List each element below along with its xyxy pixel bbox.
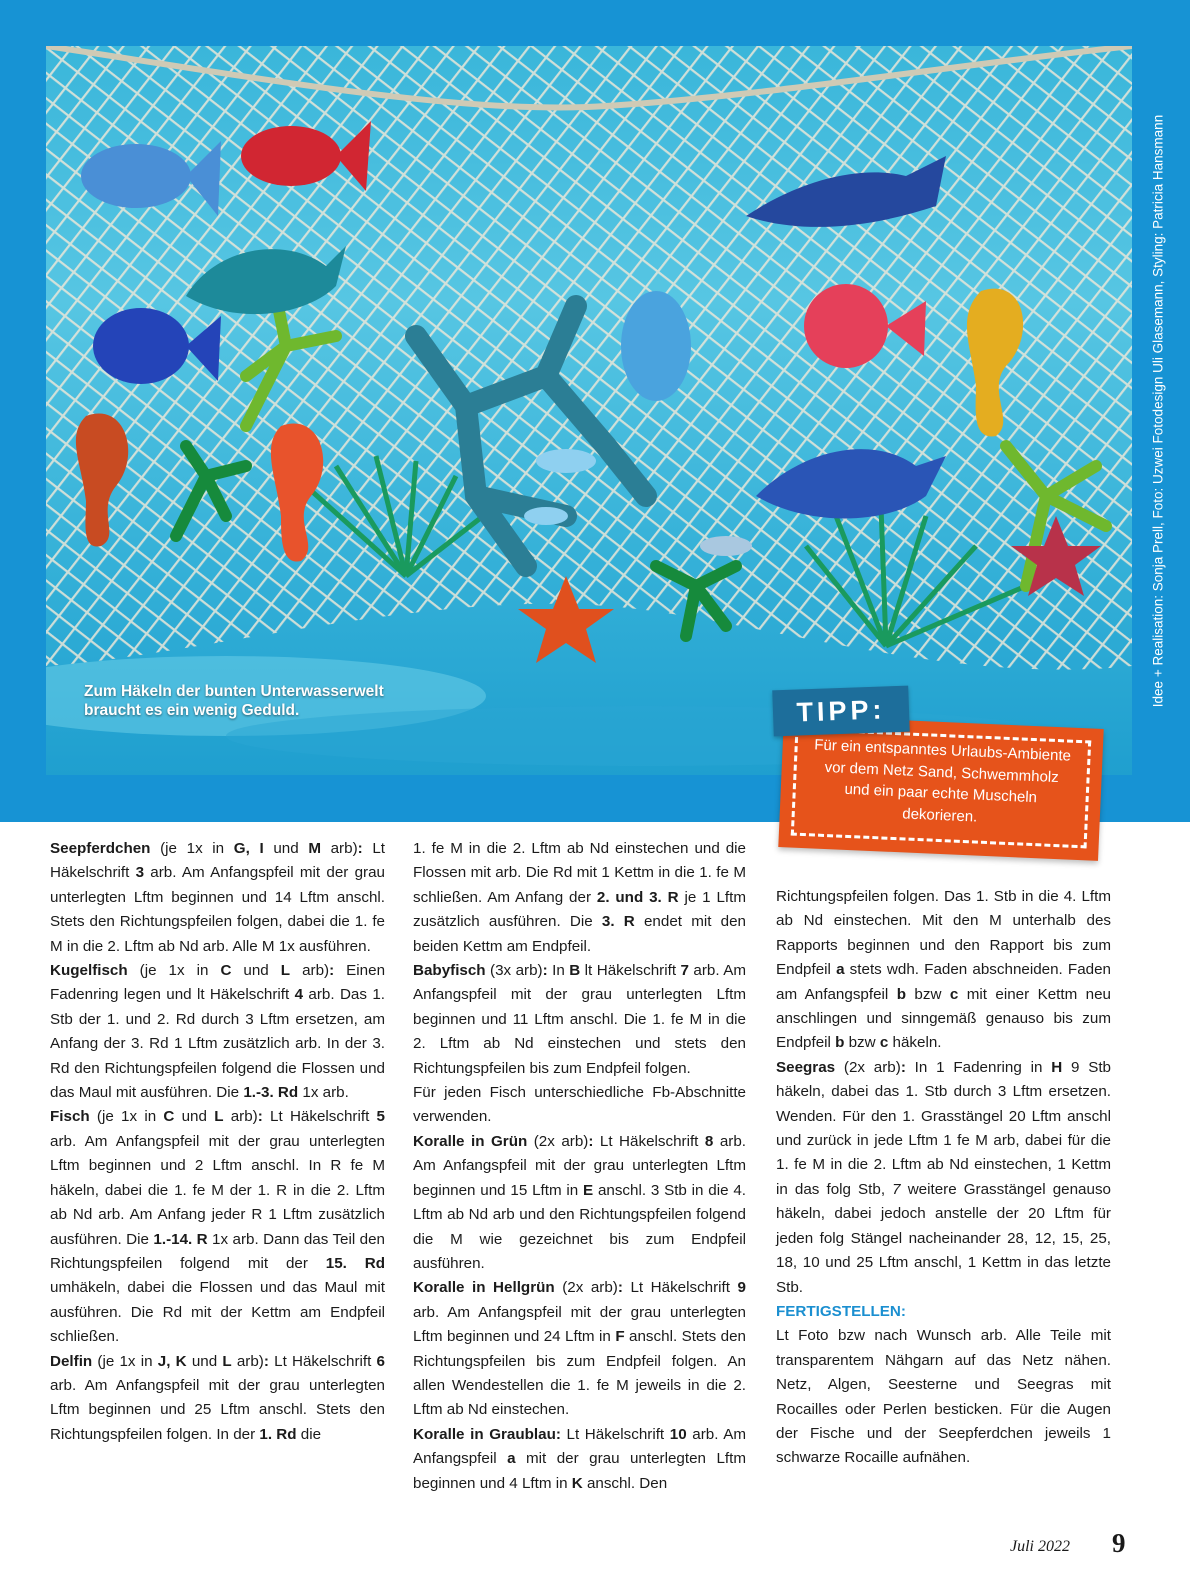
- col2-paragraph: [413, 1081, 746, 1130]
- caption-line-2: braucht es ein wenig Geduld.: [84, 702, 300, 719]
- tipp-text: Für ein entspanntes Urlaubs-Ambiente vor dem Netz Sand, Schwemmholz und ein paar echte Muscheln dekorieren.: [813, 736, 1072, 826]
- col1-paragraph: [50, 837, 385, 959]
- col3-paragraph: [776, 885, 1111, 1056]
- col2-paragraph: [413, 1423, 746, 1496]
- finish-text: Lt Foto bzw nach Wunsch arb. Alle Teile mit transparentem Nähgarn auf das Netz nähen. Netz, Algen, Seesterne und Seegras mit Rocailles oder Perlen besticken. Für die Augen der Fische und der Seepferdchen jeweils 1 schwarze Rocaille aufnähen.: [776, 1327, 1111, 1467]
- instruction-body: (je 1x in G, I und M arb): Lt Häkelschrift 3 arb. Am Anfangspfeil mit der grau unterlegten Lftm beginnen und 14 Lftm anschl. Stets den Richtungspfeilen folgen, dabei die 1. fe M in die 2. Lftm ab Nd arb. Alle M 1x ausführen.: [50, 840, 385, 955]
- text-column-3: [776, 885, 1111, 1471]
- instruction-title: Delfin: [50, 1352, 93, 1370]
- instruction-body: (2x arb): In 1 Fadenring in H 9 Stb häkeln, dabei das 1. Stb durch 3 Lftm ersetzen. Wenden. Für den 1. Grasstängel 20 Lftm anschl und zurück in jede Lftm 1 fe M arb, dabei für die 1. fe M in die 2. Lftm ab Nd einstechen, 1 Kettm in das folg Stb, 7 weitere Grasstängel genauso häkeln, dabei jedoch anstelle der 20 Lftm für jeden folg Stängel nacheinander 28, 12, 15, 25, 18, 10 und 25 Lftm anschl, 1 Kettm in das letzte Stb.: [776, 1058, 1111, 1296]
- instruction-body: (je 1x in C und L arb): Lt Häkelschrift 5 arb. Am Anfangspfeil mit der grau unterlegten Lftm beginnen und 2 Lftm anschl. In R fe M häkeln, dabei die 1. fe M der 1. R in die 2. Lftm ab Nd arb. Am Anfang jeder R 1 Lftm zusätzlich ausführen. Die 1.-14. R 1x arb. Dann das Teil den Richtungspfeilen folgend mit der 15. Rd umhäkeln, dabei die Flossen und das Maul mit ausführen. Die Rd mit der Kettm am Endpfeil schließen.: [50, 1108, 386, 1346]
- instruction-body: (2x arb): Lt Häkelschrift 8 arb. Am Anfangspfeil mit der grau unterlegten Lftm beginnen und 15 Lftm in E anschl. 3 Stb in die 4. Lftm ab Nd arb und den Richtungspfeilen folgend die M wie gezeichnet bis zum Endpfeil ausführen.: [413, 1132, 747, 1272]
- tipp-label: TIPP:: [772, 686, 910, 737]
- col1-paragraph: [50, 959, 385, 1105]
- col2-paragraph: [413, 1276, 746, 1422]
- instruction-title: Fisch: [50, 1108, 90, 1126]
- photo-credit: [1141, 46, 1175, 776]
- babyfish-3: [700, 536, 752, 556]
- babyfish-1: [536, 449, 596, 473]
- instruction-title: Babyfisch: [413, 962, 486, 980]
- caption-line-1: Zum Häkeln der bunten Unterwasserwelt: [84, 683, 384, 700]
- col3-paragraph: [776, 1056, 1111, 1300]
- instruction-title: Koralle in Hellgrün: [413, 1279, 555, 1297]
- instruction-title: Koralle in Grün: [413, 1132, 528, 1150]
- instruction-body: (2x arb): Lt Häkelschrift 9 arb. Am Anfangspfeil mit der grau unterlegten Lftm beginnen und 24 Lftm in F anschl. Stets den Richtungspfeilen bis zum Endpfeil folgen. An allen Wendestellen die 1. fe M jeweils in die 2. Lftm ab Nd einstechen.: [413, 1279, 746, 1419]
- tipp-box: [778, 715, 1103, 861]
- finish-heading: FERTIGSTELLEN:: [776, 1302, 906, 1320]
- instruction-title: Kugelfisch: [50, 962, 128, 980]
- instruction-body: (je 1x in C und L arb): Einen Fadenring legen und lt Häkelschrift 4 arb. Das 1. Stb der 1. und 2. Rd durch 3 Lftm ersetzen, am Anfang der 3. Rd 1 Lftm zusätzlich arb. In der 3. Rd den Richtungspfeilen folgend die Flossen und das Maul mit ausführen. Die 1.-3. Rd 1x arb.: [50, 962, 386, 1102]
- instruction-body: Lt Häkelschrift 10 arb. Am Anfangspfeil a mit der grau unterlegten Lftm beginnen und 4 Lftm in K anschl. Den: [413, 1425, 746, 1492]
- text-column-2: [413, 837, 746, 1496]
- instruction-body: Für jeden Fisch unterschiedliche Fb-Abschnitte verwenden.: [413, 1084, 746, 1126]
- col1-paragraph: [50, 1105, 385, 1349]
- underwater-crochet-photo: [46, 46, 1132, 775]
- col2-paragraph: [413, 959, 746, 1081]
- photo-caption: [84, 682, 444, 720]
- instruction-body: (je 1x in J, K und L arb): Lt Häkelschrift 6 arb. Am Anfangspfeil mit der grau unterlegten Lftm beginnen und 25 Lftm anschl. Stets den Richtungspfeilen folgen. In der 1. Rd die: [50, 1352, 385, 1443]
- instruction-body: (3x arb): In B lt Häkelschrift 7 arb. Am Anfangspfeil mit der grau unterlegten Lftm beginnen und 11 Lftm anschl. Die 1. fe M in die 2. Lftm ab Nd einstechen und stets den Richtungspfeilen bis zum Endpfeil folgen.: [413, 962, 746, 1077]
- fish-light-center: [621, 291, 691, 401]
- credit-text: Idee + Realisation: Sonja Prell, Foto: Uzwei Fotodesign Uli Glasemann, Styling: Patricia Hansmann: [1150, 114, 1166, 708]
- instruction-title: Koralle in Graublau:: [413, 1425, 561, 1443]
- instruction-body: Richtungspfeilen folgen. Das 1. Stb in die 4. Lftm ab Nd einstechen. Mit den M unterhalb des Rapports beginnen und den Rapport bis zum Endpfeil a stets wdh. Faden abschneiden. Faden am Anfangspfeil b bzw c mit einer Kettm neu anschlingen und sinngemäß genauso bis zum Endpfeil b bzw c häkeln.: [776, 888, 1112, 1052]
- col1-paragraph: [50, 1350, 385, 1448]
- footer-issue-month: Juli 2022: [1010, 1538, 1070, 1555]
- text-column-1: [50, 837, 385, 1447]
- instruction-title: Seegras: [776, 1058, 836, 1076]
- instruction-title: Seepferdchen: [50, 840, 151, 857]
- photo-illustration: [46, 46, 1132, 775]
- page-number: 9: [1112, 1528, 1126, 1558]
- instruction-body: 1. fe M in die 2. Lftm ab Nd einstechen und die Flossen mit arb. Die Rd mit 1 Kettm in die 1. fe M schließen. Am Anfang der 2. und 3. R je 1 Lftm zusätzlich ausführen. Die 3. R endet mit den beiden Kettm am Endpfeil.: [413, 840, 747, 955]
- col2-paragraph: [413, 837, 746, 959]
- babyfish-2: [524, 507, 568, 525]
- col2-paragraph: [413, 1130, 746, 1276]
